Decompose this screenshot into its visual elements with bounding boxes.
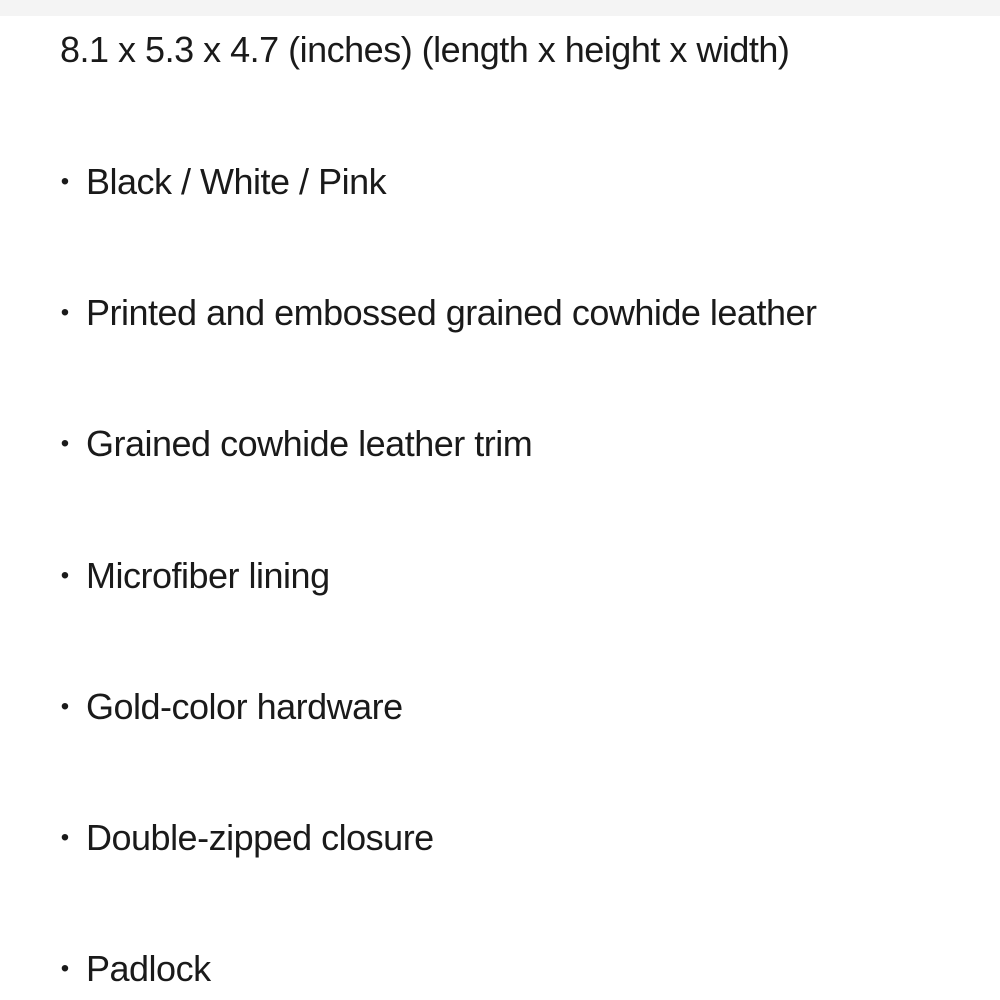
feature-label: Gold-color hardware bbox=[86, 686, 403, 727]
bullet-icon: • bbox=[60, 299, 70, 326]
feature-item-hardware bbox=[52, 682, 403, 732]
feature-item-colors bbox=[52, 157, 386, 207]
bullet-icon: • bbox=[60, 562, 70, 589]
bullet-icon: • bbox=[60, 168, 70, 195]
bullet-icon: • bbox=[60, 824, 70, 851]
feature-label: Microfiber lining bbox=[86, 555, 330, 596]
product-dimensions: 8.1 x 5.3 x 4.7 (inches) (length x height x width) bbox=[60, 29, 790, 70]
feature-label: Printed and embossed grained cowhide leather bbox=[86, 292, 817, 333]
bullet-icon: • bbox=[60, 693, 70, 720]
feature-item-material bbox=[52, 288, 816, 338]
feature-item-trim bbox=[52, 419, 532, 469]
feature-item-padlock bbox=[52, 944, 211, 994]
feature-item-lining bbox=[52, 551, 330, 601]
bullet-icon: • bbox=[60, 430, 70, 457]
feature-label: Grained cowhide leather trim bbox=[86, 423, 533, 464]
feature-item-closure bbox=[52, 813, 434, 863]
feature-label: Black / White / Pink bbox=[86, 161, 387, 202]
top-edge-strip bbox=[0, 0, 1000, 16]
bullet-icon: • bbox=[60, 955, 70, 982]
feature-label: Padlock bbox=[86, 948, 211, 989]
feature-label: Double-zipped closure bbox=[86, 817, 434, 858]
